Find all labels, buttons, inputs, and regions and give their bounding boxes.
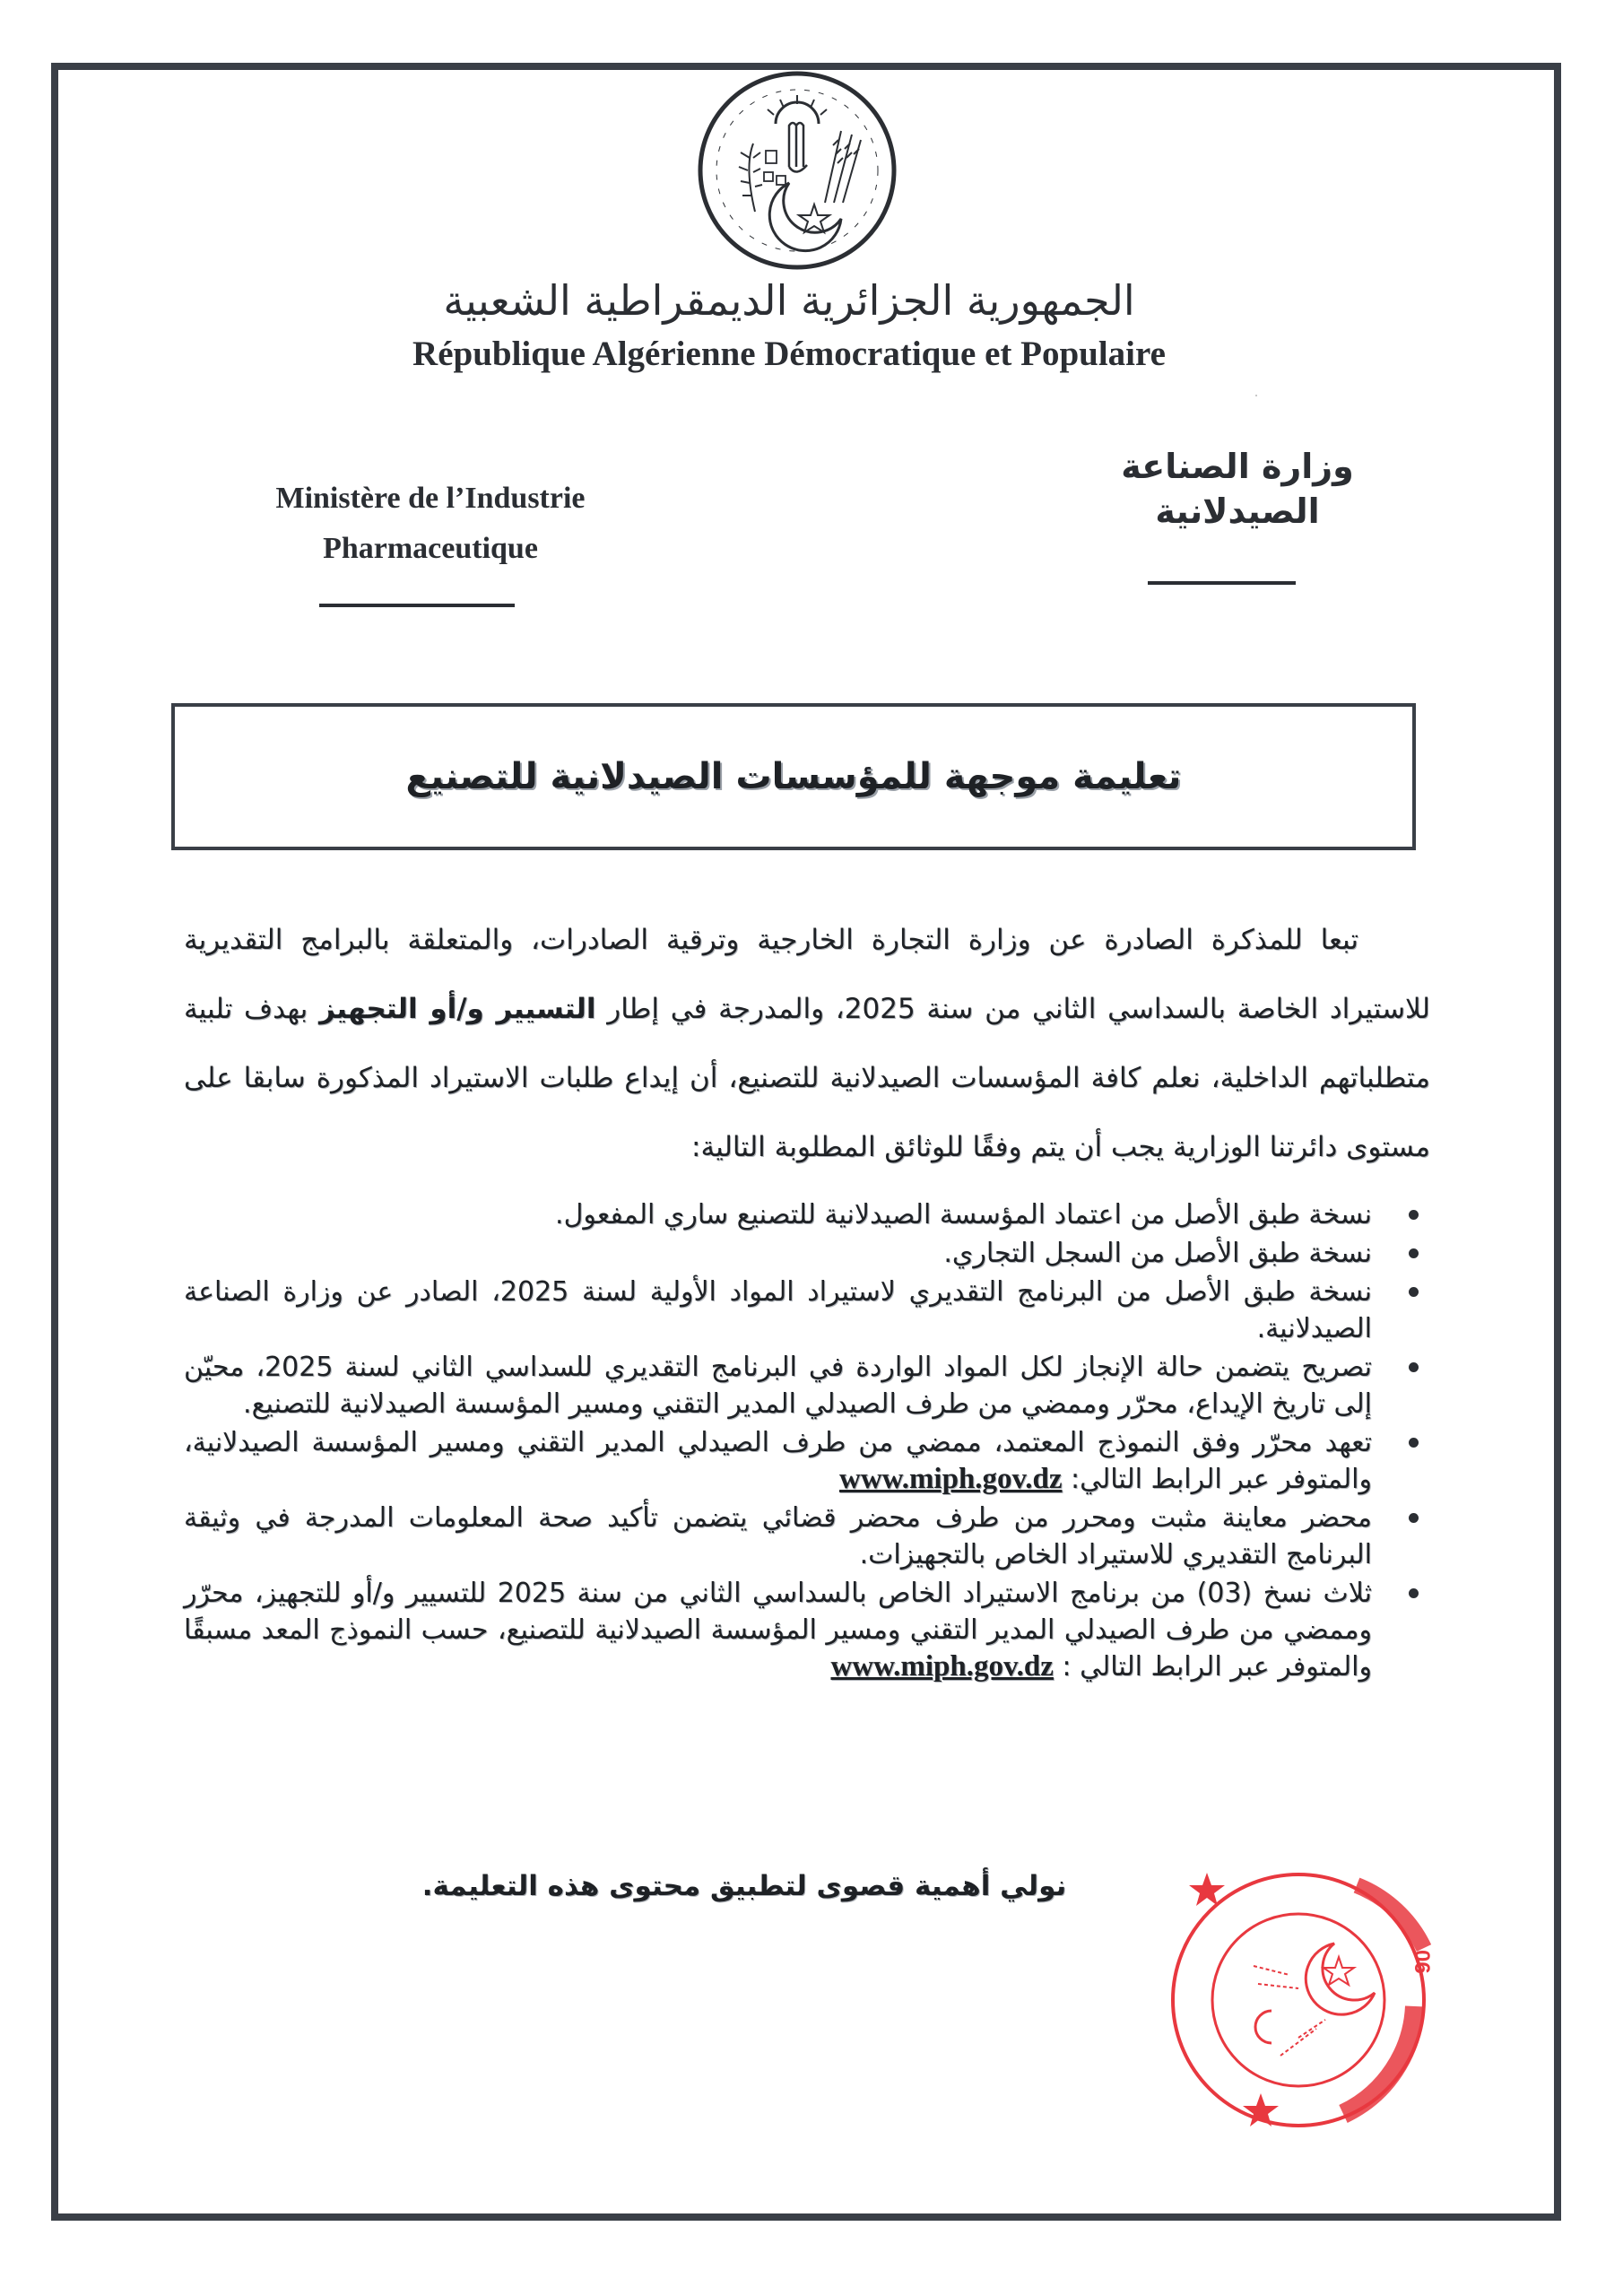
bullet-icon	[1409, 1362, 1419, 1372]
republic-name-arabic: الجمهورية الجزائرية الديمقراطية الشعبية	[443, 276, 1135, 325]
list-item: تعهد محرّر وفق النموذج المعتمد، ممضي من طرف الصيدلي المدير التقني ومسير المؤسسة الصيدلانية، والمتوفر عبر الرابط التالي: www.miph.gov.dz	[184, 1424, 1435, 1498]
algeria-national-emblem-icon	[690, 68, 904, 273]
bullet-icon	[1409, 1248, 1419, 1258]
intro-part1: تبعا للمذكرة الصادرة عن وزارة التجارة الخارجية وترقية الصادرات، والمتعلقة بالبرامج التقديرية للاستيراد الخاصة بالسداسي الثاني من سنة 2025، والمدرجة في إطار	[184, 924, 1431, 1025]
list-item: نسخة طبق الأصل من اعتماد المؤسسة الصيدلانية للتصنيع ساري المفعول.	[184, 1196, 1435, 1233]
intro-part2: بهدف تلبية متطلباتهم الداخلية، نعلم كافة المؤسسات الصيدلانية للتصنيع، أن إيداع طلبات الاستيراد المذكورة سابقا على مستوى دائرتنا الوزارية يجب أن يتم وفقًا للوثائق المطلوبة التالية:	[184, 993, 1430, 1163]
ministry-name-arabic	[1103, 444, 1372, 534]
official-red-seal-icon	[1146, 1858, 1451, 2136]
scan-artifact	[1255, 395, 1257, 396]
list-item: محضر معاينة مثبت ومحرر من طرف محضر قضائي يتضمن تأكيد صحة المعلومات المدرجة في وثيقة البرنامج التقديري للاستيراد الخاص بالتجهيزات.	[184, 1500, 1435, 1573]
ministry-arabic-underline	[1148, 581, 1296, 585]
list-item: نسخة طبق الأصل من البرنامج التقديري لاستيراد المواد الأولية لسنة 2025، الصادر عن وزارة الصناعة الصيدلانية.	[184, 1274, 1435, 1347]
bullet-icon	[1409, 1287, 1419, 1297]
intro-paragraph	[184, 906, 1430, 1182]
required-documents-list	[184, 1196, 1435, 1687]
document-title-box	[171, 703, 1416, 850]
stamp-number: 06	[1410, 1950, 1434, 1974]
ministry-ar-line2: الصيدلانية	[1155, 491, 1320, 531]
bullet-icon	[1409, 1513, 1419, 1523]
list-item: نسخة طبق الأصل من السجل التجاري.	[184, 1235, 1435, 1272]
bullet-icon	[1409, 1588, 1419, 1598]
document-title: تعليمة موجهة للمؤسسات الصيدلانية للتصنيع	[405, 756, 1182, 797]
ministry-fr-line2: Pharmaceutique	[323, 532, 538, 565]
intro-bold-phrase: التسيير و/أو التجهيز	[319, 993, 596, 1025]
closing-statement: نولي أهمية قصوى لتطبيق محتوى هذه التعليمة.	[421, 1870, 1067, 1902]
bullet-icon	[1409, 1210, 1419, 1220]
list-item: تصريح يتضمن حالة الإنجاز لكل المواد الواردة في البرنامج التقديري للسداسي الثاني لسنة 2025، محيّن إلى تاريخ الإيداع، محرّر وممضي من طرف الصيدلي المدير التقني ومسير المؤسسة الصيدلانية للتصنيع.	[184, 1349, 1435, 1422]
ministry-name-french	[224, 474, 637, 574]
list-item: ثلاث نسخ (03) من برنامج الاستيراد الخاص بالسداسي الثاني من سنة 2025 للتسيير و/أو للتجهيز، محرّر وممضي من طرف الصيدلي المدير التقني ومسير المؤسسة الصيدلانية للتصنيع، حسب النموذج المعد مسبقًا والمتوفر عبر الرابط التالي : www.miph.gov.dz	[184, 1575, 1435, 1685]
ministry-website-link[interactable]: www.miph.gov.dz	[830, 1650, 1054, 1683]
ministry-website-link[interactable]: www.miph.gov.dz	[839, 1463, 1063, 1495]
ministry-french-underline	[319, 604, 515, 607]
ministry-fr-line1: Ministère de l’Industrie	[275, 482, 586, 515]
ministry-ar-line1: وزارة الصناعة	[1121, 447, 1354, 486]
republic-name-french: République Algérienne Démocratique et Populaire	[412, 335, 1166, 373]
bullet-icon	[1409, 1438, 1419, 1448]
